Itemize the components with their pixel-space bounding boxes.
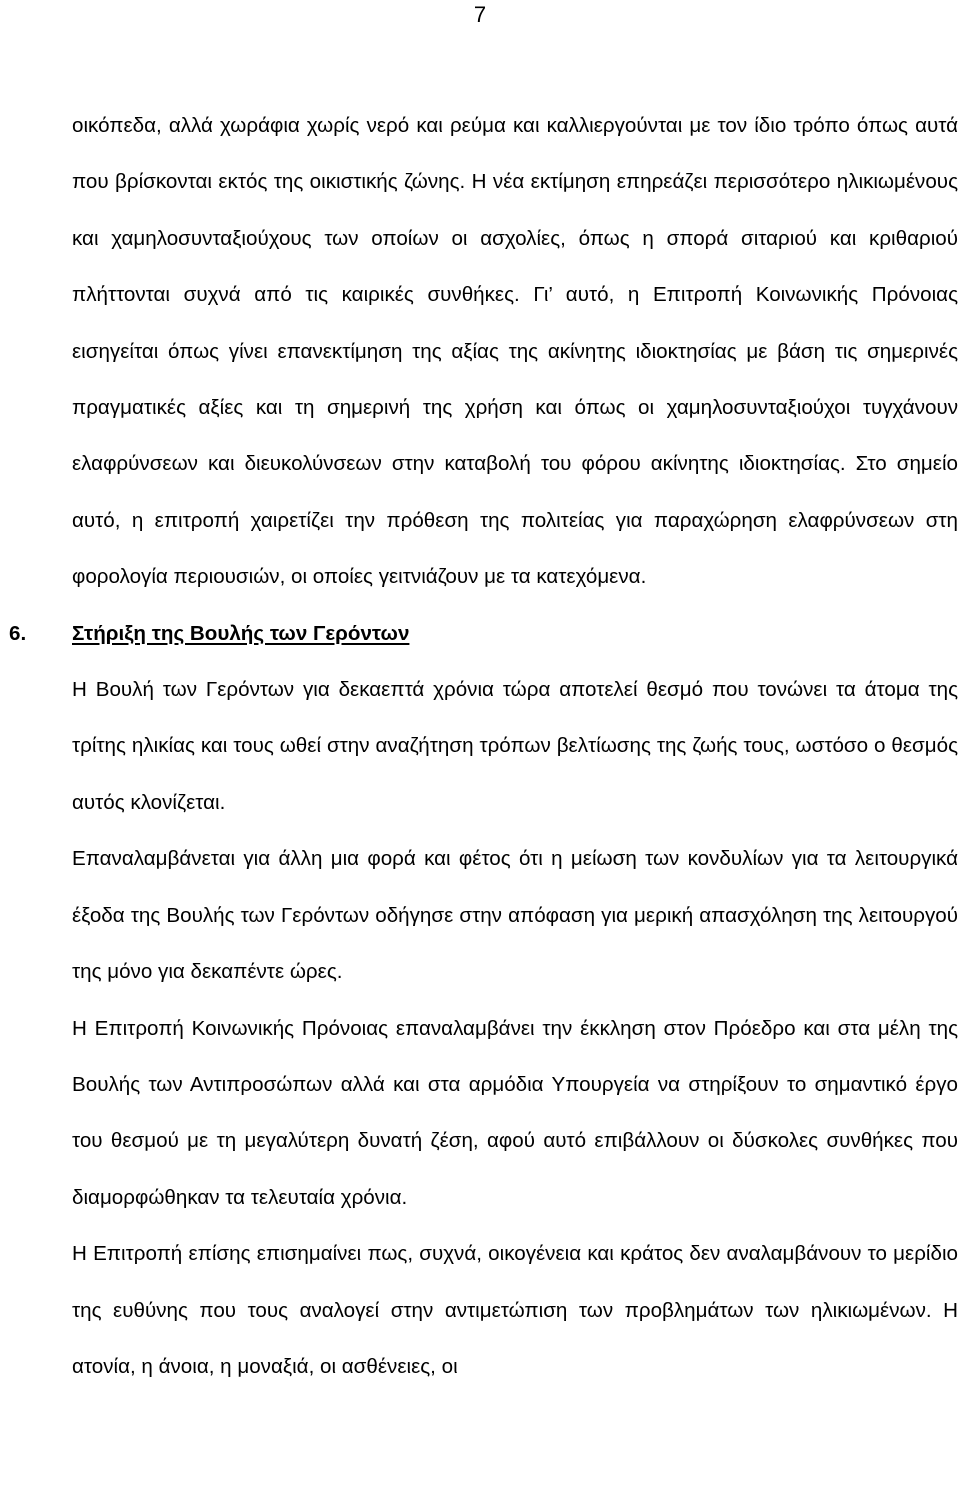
paragraph: Η Επιτροπή επίσης επισημαίνει πως, συχνά, οικογένεια και κράτος δεν αναλαμβάνουν το μερίδιο της ευθύνης που τους αναλογεί στην αντιμετώπιση των προβλημάτων των ηλικιωμένων. Η ατονία, η άνοια, η μοναξιά, οι ασθένειες, οι (72, 1242, 958, 1378)
section-heading (9, 606, 958, 662)
page-number: 7 (473, 2, 487, 27)
section-number: 6. (9, 621, 27, 645)
paragraph: Η Βουλή των Γερόντων για δεκαεπτά χρόνια τώρα αποτελεί θεσμό που τονώνει τα άτομα της τρίτης ηλικίας και τους ωθεί στην αναζήτηση τρόπων βελτίωσης της ζωής τους, ωστόσο ο θεσμός αυτός κλονίζεται. (72, 678, 958, 814)
document-body (9, 98, 958, 1395)
section-title: Στήριξη της Βουλής των Γερόντων (72, 621, 410, 645)
paragraph: οικόπεδα, αλλά χωράφια χωρίς νερό και ρεύμα και καλλιεργούνται με τον ίδιο τρόπο όπως αυτά που βρίσκονται εκτός της οικιστικής ζώνης. Η νέα εκτίμηση επηρεάζει περισσότερο ηλικιωμένους και χαμηλοσυνταξιούχους των οποίων οι ασχολίες, όπως η σπορά σιταριού και κριθαριού πλήττονται συχνά από τις καιρικές συνθήκες. Γι’ αυτό, η Επιτροπή Κοινωνικής Πρόνοιας εισηγείται όπως γίνει επανεκτίμηση της αξίας της ακίνητης ιδιοκτησίας με βάση τις σημερινές πραγματικές αξίες και τη σημερινή της χρήση και όπως οι χαμηλοσυνταξιούχοι τυγχάνουν ελαφρύνσεων και διευκολύνσεων στην καταβολή του φόρου ακίνητης ιδιοκτησίας. Στο σημείο αυτό, η επιτροπή χαιρετίζει την πρόθεση της πολιτείας για παραχώρηση ελαφρύνσεων στη φορολογία περιουσιών, οι οποίες γειτνιάζουν με τα κατεχόμενα. (72, 114, 958, 589)
paragraph: Επαναλαμβάνεται για άλλη μια φορά και φέτος ότι η μείωση των κονδυλίων για τα λειτουργικά έξοδα της Βουλής των Γερόντων οδήγησε στην απόφαση για μερική απασχόληση της λειτουργού της μόνο για δεκαπέντε ώρες. (72, 847, 958, 984)
paragraph: Η Επιτροπή Κοινωνικής Πρόνοιας επαναλαμβάνει την έκκληση στον Πρόεδρο και στα μέλη της Βουλής των Αντιπροσώπων αλλά και στα αρμόδια Υπουργεία να στηρίξουν το σημαντικό έργο του θεσμού με τη μεγαλύτερη δυνατή ζέση, αφού αυτό επιβάλλουν οι δύσκολες συνθήκες που διαμορφώθηκαν τα τελευταία χρόνια. (72, 1016, 958, 1209)
